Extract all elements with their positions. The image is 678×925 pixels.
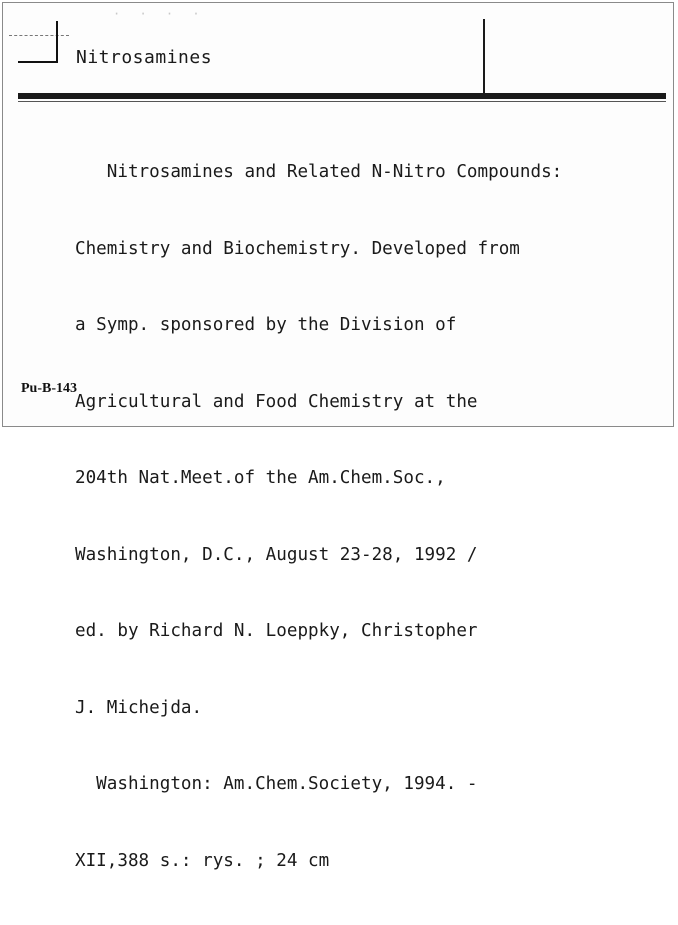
faint-top-marks: · · · · xyxy=(113,7,206,21)
description-line: Washington, D.C., August 23-28, 1992 / xyxy=(75,544,478,565)
description-line: 204th Nat.Meet.of the Am.Chem.Soc., xyxy=(75,468,446,488)
description-line: a Symp. sponsored by the Division of xyxy=(75,315,457,335)
description-line: J. Michejda. xyxy=(75,697,203,718)
corner-bracket-mark xyxy=(18,21,58,63)
description-line: XII,388 s.: rys. ; 24 cm xyxy=(75,850,330,871)
thick-horizontal-rule xyxy=(18,93,666,99)
card-heading: Nitrosamines xyxy=(76,47,213,68)
description-line: Nitrosamines and Related N-Nitro Compounds: xyxy=(75,162,563,182)
description-line: Agricultural and Food Chemistry at the xyxy=(75,391,478,412)
shelfmark-label: Pu-B-143 xyxy=(21,381,77,396)
description-line: ed. by Richard N. Loeppky, Christopher xyxy=(75,621,478,641)
description-line: Washington: Am.Chem.Society, 1994. - xyxy=(75,774,478,794)
description-line: Chemistry and Biochemistry. Developed from xyxy=(75,238,520,259)
thin-horizontal-rule xyxy=(18,101,666,102)
vertical-rule xyxy=(483,19,485,95)
bibliographic-description xyxy=(75,109,562,925)
catalog-card xyxy=(2,2,674,871)
